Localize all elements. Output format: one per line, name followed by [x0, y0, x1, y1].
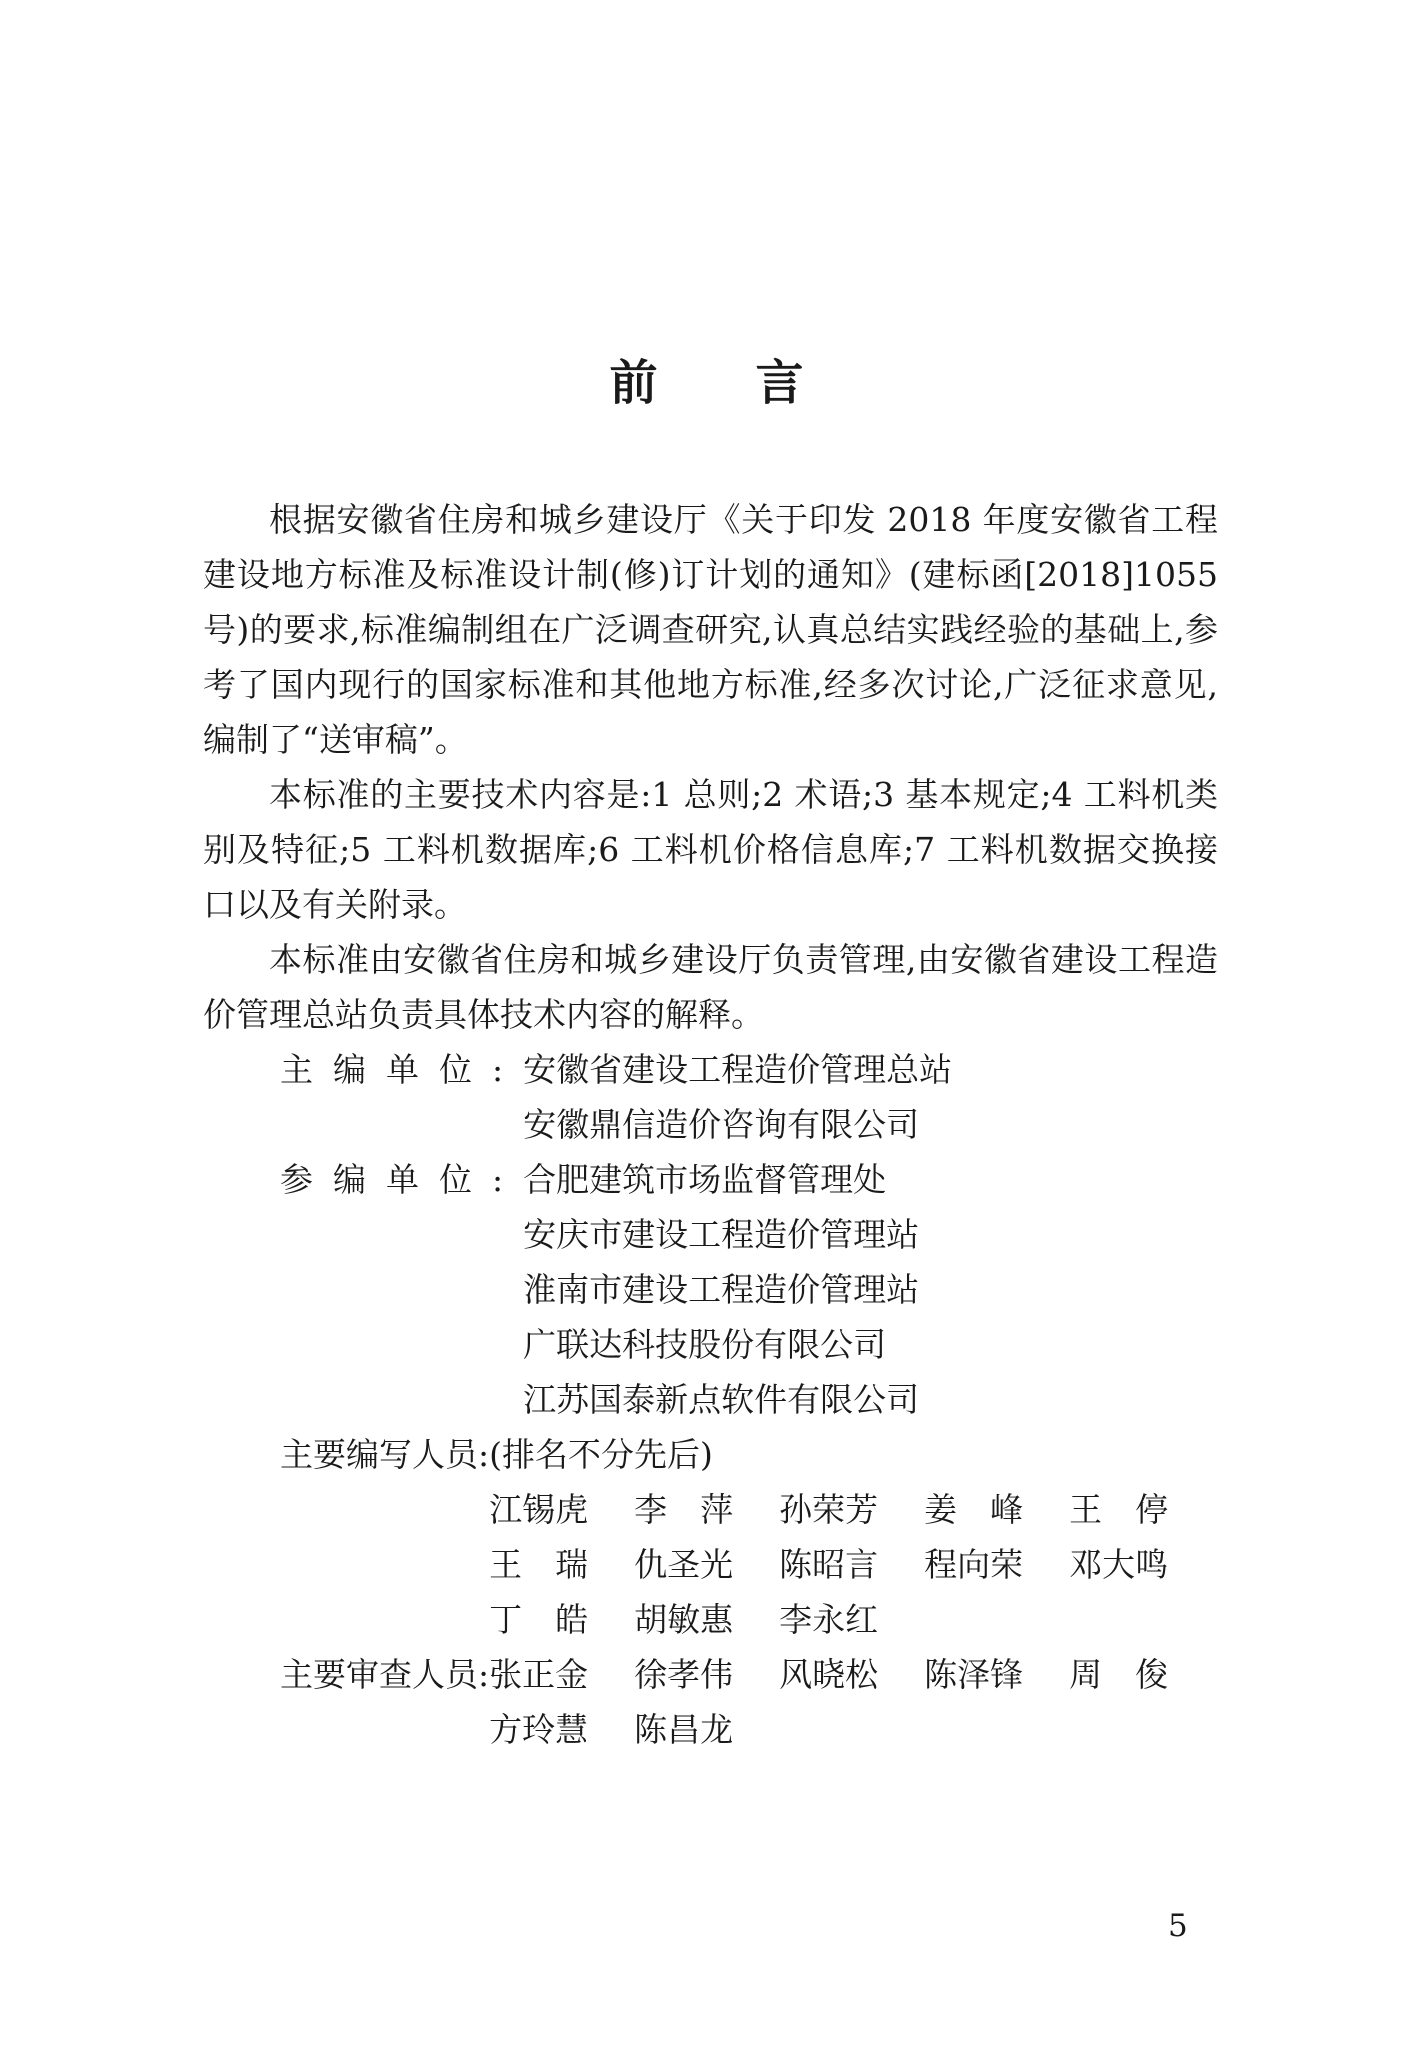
drafter-name: 丁 皓 [489, 1600, 589, 1639]
preface-body [203, 492, 1218, 1757]
drafters-names [489, 1482, 1218, 1647]
drafter-name: 邓大鸣 [1069, 1545, 1169, 1584]
drafter-name: 胡敏惠 [634, 1600, 734, 1639]
participating-unit-item: 合肥建筑市场监督管理处 [523, 1160, 887, 1199]
chief-units-label: 主编单位: [280, 1050, 524, 1089]
chief-units-row [203, 1042, 1218, 1152]
drafter-name: 孙荣芳 [779, 1490, 879, 1529]
drafter-name: 仇圣光 [634, 1545, 734, 1584]
drafters-row [203, 1427, 1218, 1647]
drafter-name: 王 瑞 [489, 1545, 589, 1584]
participating-unit-item: 淮南市建设工程造价管理站 [523, 1270, 920, 1309]
reviewer-name: 徐孝伟 [634, 1655, 734, 1694]
drafter-name: 江锡虎 [489, 1490, 589, 1529]
drafter-name: 姜 峰 [924, 1490, 1024, 1529]
paragraph-contents: 本标准的主要技术内容是:1 总则;2 术语;3 基本规定;4 工料机类别及特征;5 工料机数据库;6 工料机价格信息库;7 工料机数据交换接口以及有关附录。 [203, 775, 1218, 924]
title-char-1: 前 [609, 355, 660, 411]
page-number: 5 [1168, 1908, 1188, 1944]
chief-units-list [523, 1042, 1218, 1152]
drafter-name: 程向荣 [924, 1545, 1024, 1584]
chief-unit-item: 安徽鼎信造价咨询有限公司 [523, 1105, 920, 1144]
page-title [0, 344, 1415, 413]
drafters-note: (排名不分先后) [489, 1435, 713, 1474]
title-char-2: 言 [755, 355, 806, 411]
reviewer-name: 陈昌龙 [634, 1710, 734, 1749]
reviewer-name: 风晓松 [779, 1655, 879, 1694]
participating-unit-item: 江苏国泰新点软件有限公司 [523, 1380, 920, 1419]
participating-unit-item: 安庆市建设工程造价管理站 [523, 1215, 920, 1254]
reviewer-name: 方玲慧 [489, 1710, 589, 1749]
drafter-name: 王 停 [1069, 1490, 1169, 1529]
participating-units-list [523, 1152, 1218, 1427]
drafter-name: 陈昭言 [779, 1545, 879, 1584]
participating-units-label: 参编单位: [280, 1160, 524, 1199]
reviewer-name: 张正金 [489, 1655, 589, 1694]
reviewer-name: 周 俊 [1069, 1655, 1169, 1694]
drafter-name: 李永红 [779, 1600, 879, 1639]
reviewers-names [489, 1647, 1218, 1757]
chief-unit-item: 安徽省建设工程造价管理总站 [523, 1050, 953, 1089]
drafters-label: 主要编写人员: [280, 1435, 490, 1474]
participating-units-row [203, 1152, 1218, 1427]
drafters-list [489, 1427, 1218, 1647]
reviewer-name: 陈泽锋 [924, 1655, 1024, 1694]
paragraph-management: 本标准由安徽省住房和城乡建设厅负责管理,由安徽省建设工程造价管理总站负责具体技术内容的解释。 [203, 940, 1218, 1034]
participating-unit-item: 广联达科技股份有限公司 [523, 1325, 887, 1364]
reviewers-row [203, 1647, 1218, 1757]
paragraph-background: 根据安徽省住房和城乡建设厅《关于印发 2018 年度安徽省工程建设地方标准及标准设计制(修)订计划的通知》(建标函[2018]1055 号)的要求,标准编制组在广泛调查研究,认真总结实践经验的基础上,参考了国内现行的国家标准和其他地方标准,经多次讨论,广泛征求意见,编制了“送审稿”。 [203, 500, 1218, 759]
reviewers-label: 主要审查人员: [280, 1655, 490, 1694]
drafter-name: 李 萍 [634, 1490, 734, 1529]
reviewers-list [489, 1647, 1218, 1757]
